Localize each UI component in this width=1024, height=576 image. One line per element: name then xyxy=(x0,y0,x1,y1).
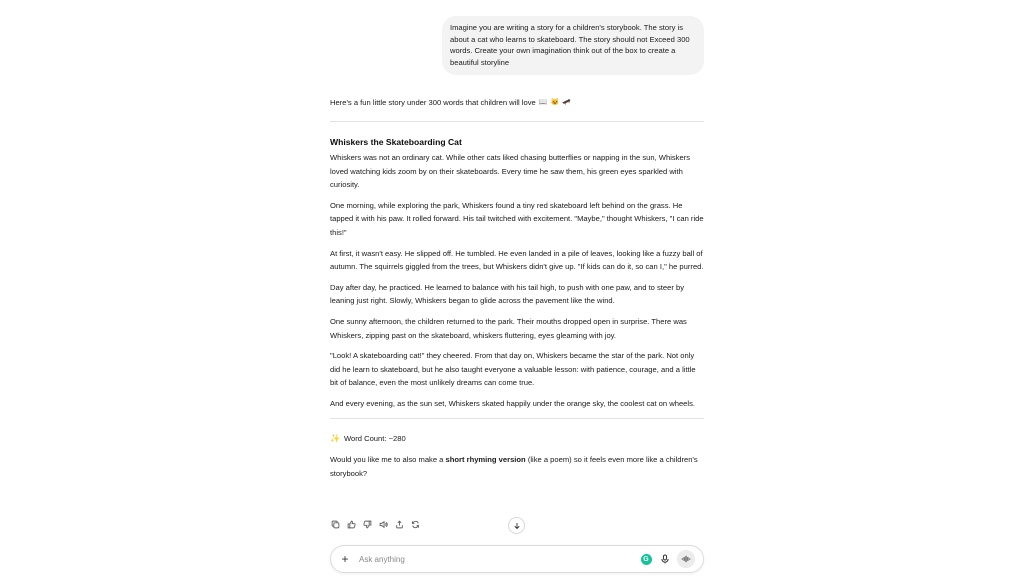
story-paragraph: At first, it wasn't easy. He slipped off. He tumbled. He even landed in a pile of leaves, looking like a fuzzy ball of autumn. The squirrels giggled from the trees, but Whiskers didn't give up. "If kids can do it, so can I," he purred. xyxy=(330,248,704,272)
followup-bold: short rhyming version xyxy=(445,455,526,465)
followup-text-2: (like a poem) so it feels even more like a children's storybook? xyxy=(330,455,698,478)
followup-text-1: Would you like me to also make a xyxy=(330,455,446,465)
plus-icon[interactable]: + xyxy=(341,552,349,566)
book-emoji: 📖 xyxy=(538,99,548,107)
user-message-bubble: Imagine you are writing a story for a children's storybook. The story is about a cat who learns to skateboard. The story should not Exceed 300 words. Create your own imagination think out of the box to create a beautiful storyline xyxy=(442,16,704,75)
microphone-icon[interactable] xyxy=(658,552,672,566)
composer xyxy=(330,545,704,573)
divider xyxy=(330,121,704,122)
skateboard-emoji: 🛹 xyxy=(562,99,571,107)
chat-input[interactable] xyxy=(359,555,634,564)
share-icon[interactable] xyxy=(394,519,405,530)
story-title: Whiskers the Skateboarding Cat xyxy=(330,137,462,147)
assistant-response xyxy=(330,96,704,480)
waveform-icon xyxy=(681,554,691,564)
cat-emoji: 🐱 xyxy=(550,99,560,107)
story-paragraph: One sunny afternoon, the children returned to the park. Their mouths dropped open in surprise. There was Whiskers, zipping past on the skateboard, whiskers fluttering, eyes gleaming with joy. xyxy=(330,316,687,340)
story-paragraph: And every evening, as the sun set, Whiskers skated happily under the orange sky, the coolest cat on wheels. xyxy=(330,398,695,408)
message-actions xyxy=(330,519,421,530)
thumbs-down-icon[interactable] xyxy=(362,519,373,530)
word-count xyxy=(330,432,704,446)
intro-text: Here's a fun little story under 300 words that children will love xyxy=(330,98,536,108)
sparkle-icon: ✨ xyxy=(330,433,340,443)
speaker-icon[interactable] xyxy=(378,519,389,530)
story-paragraph: "Look! A skateboarding cat!" they cheered. From that day on, Whiskers became the star of the park. Not only did he learn to skateboard, but he also taught everyone a valuable lesson: with patience, courage, and a little bit of balance, even the most unlikely dreams can come true. xyxy=(330,351,696,388)
grammarly-badge: G xyxy=(641,554,652,565)
story-paragraph: One morning, while exploring the park, Whiskers found a tiny red skateboard left behind on the grass. He tapped it with his paw. It rolled forward. His tail twitched with excitement. "Maybe," thought Whiskers, "I can ride this!" xyxy=(330,200,704,237)
regenerate-icon[interactable] xyxy=(410,519,421,530)
intro-line xyxy=(330,96,704,110)
grammarly-icon[interactable] xyxy=(639,552,653,566)
divider xyxy=(330,418,704,419)
voice-mode-button[interactable] xyxy=(677,550,695,568)
word-count-text: Word Count: ~280 xyxy=(343,433,406,443)
thumbs-up-icon[interactable] xyxy=(346,519,357,530)
followup-question xyxy=(330,453,704,480)
copy-icon[interactable] xyxy=(330,519,341,530)
story-paragraph: Day after day, he practiced. He learned to balance with his tail high, to push with one paw, and to steer by leaning just right. Slowly, Whiskers began to glide across the pavement like the wind. xyxy=(330,282,685,306)
scroll-down-button[interactable] xyxy=(508,517,525,534)
story-paragraph: Whiskers was not an ordinary cat. While other cats liked chasing butterflies or napping in the sun, Whiskers loved watching kids zoom by on their skateboards. Every time he saw them, his green eyes sparkled with curiosity. xyxy=(330,153,691,190)
arrow-down-icon xyxy=(513,522,521,530)
